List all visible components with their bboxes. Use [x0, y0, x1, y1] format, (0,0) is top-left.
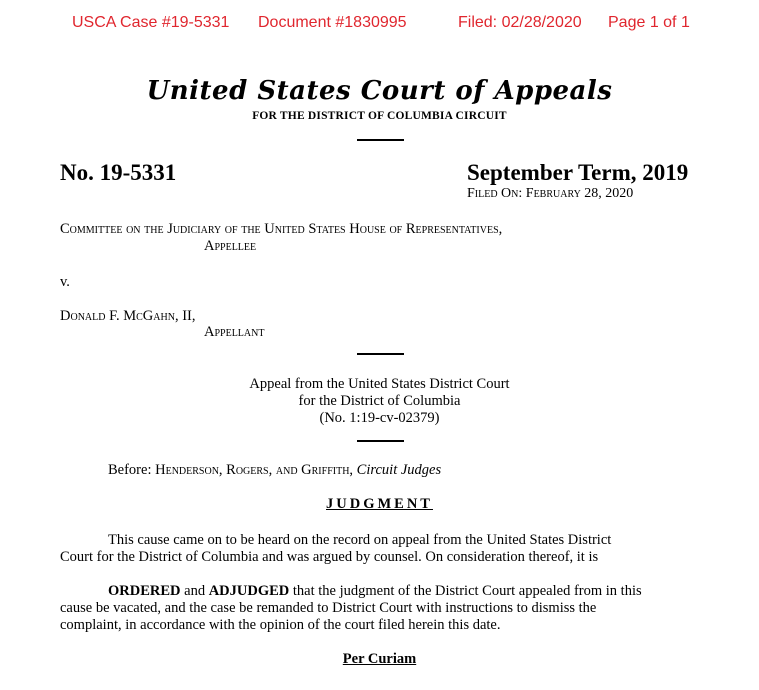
paragraph-1-line-1: This cause came on to be heard on the record on appeal from the United States District [108, 532, 612, 548]
and-text: and [180, 583, 209, 599]
header-document-number: Document #1830995 [258, 14, 407, 31]
divider-rule [357, 440, 404, 442]
judge-names: Henderson, Rogers, and Griffith, [155, 462, 354, 478]
judgment-heading: JUDGMENT [326, 496, 433, 512]
divider-rule [357, 353, 404, 355]
before-prefix: Before: [108, 462, 156, 478]
panel-judges [108, 462, 441, 479]
judges-title: Circuit Judges [356, 462, 442, 478]
filing-header [0, 14, 759, 34]
appellant-role: Appellant [204, 324, 265, 340]
header-filed-date: Filed: 02/28/2020 [458, 14, 582, 31]
header-page-count: Page 1 of 1 [608, 14, 690, 31]
paragraph-2-line-1-rest: that the judgment of the District Court appealed from in this [289, 583, 642, 599]
court-title: United States Court of Appeals [146, 76, 613, 106]
appeal-line-1: Appeal from the United States District Court [249, 376, 510, 392]
versus: v. [60, 274, 70, 290]
case-number: No. 19-5331 [60, 160, 177, 185]
appellee-role: Appellee [204, 238, 257, 254]
appellant-name: Donald F. McGahn, II, [60, 308, 196, 324]
ordered-text: ORDERED [108, 583, 181, 599]
paragraph-2-line-3: complaint, in accordance with the opinion of the court filed herein this date. [60, 617, 501, 633]
paragraph-2-line-2: cause be vacated, and the case be remanded to District Court with instructions to dismiss the [60, 600, 597, 616]
divider-rule [357, 139, 404, 141]
appeal-line-3: (No. 1:19-cv-02379) [319, 410, 440, 426]
appeal-line-2: for the District of Columbia [298, 393, 461, 409]
court-subtitle: FOR THE DISTRICT OF COLUMBIA CIRCUIT [252, 110, 507, 122]
filed-on: Filed On: February 28, 2020 [467, 186, 634, 201]
term: September Term, 2019 [467, 160, 689, 185]
paragraph-1-line-2: Court for the District of Columbia and was argued by counsel. On consideration thereof, it is [60, 549, 599, 565]
adjudged-text: ADJUDGED [208, 583, 290, 599]
appellee-name: Committee on the Judiciary of the United States House of Representatives, [60, 221, 503, 237]
paragraph-2-line-1 [108, 583, 642, 600]
header-case-number: USCA Case #19-5331 [72, 14, 230, 31]
per-curiam: Per Curiam [342, 651, 417, 667]
